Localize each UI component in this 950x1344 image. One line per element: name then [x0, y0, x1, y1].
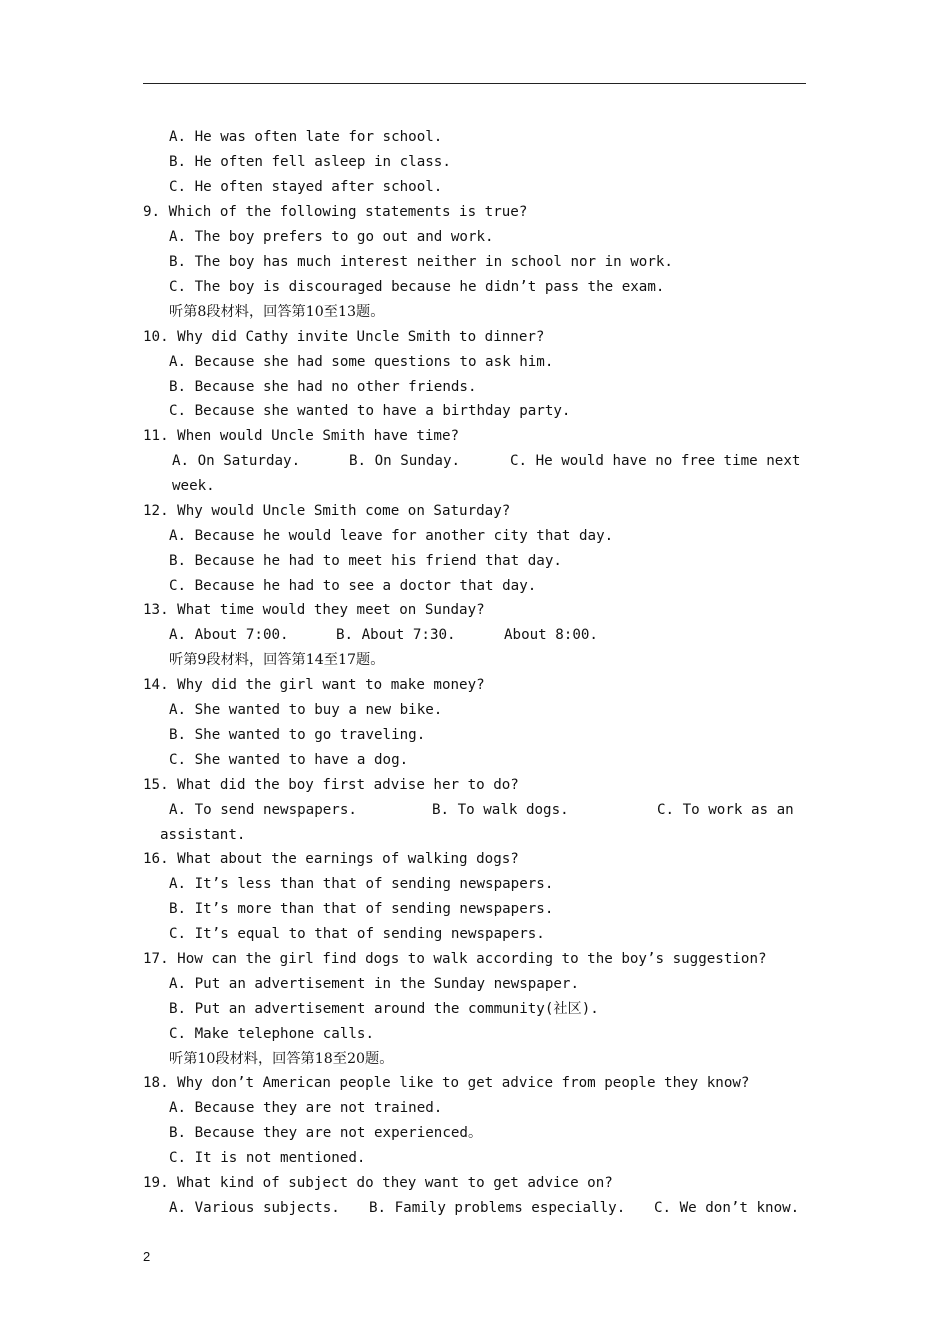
option: C. She wanted to have a dog.: [169, 752, 409, 768]
option: B. It’s more than that of sending newspapers.: [169, 901, 554, 917]
option: C. He would have no free time next: [510, 453, 801, 469]
question: 13. What time would they meet on Sunday?: [143, 602, 485, 618]
option: B. About 7:30.: [336, 627, 456, 643]
option: C. Because she wanted to have a birthday party.: [169, 403, 571, 419]
option: C. It’s equal to that of sending newspapers.: [169, 926, 545, 942]
option: C. The boy is discouraged because he didn’t pass the exam.: [169, 279, 665, 295]
option: B. Because they are not experienced。: [169, 1125, 483, 1141]
option: A. On Saturday.: [172, 453, 301, 469]
question: 9. Which of the following statements is true?: [143, 204, 528, 220]
option: C. Because he had to see a doctor that day.: [169, 578, 537, 594]
option: C. We don’t know.: [654, 1200, 800, 1216]
question: 19. What kind of subject do they want to get advice on?: [143, 1175, 613, 1191]
option: B. Put an advertisement around the community(社区).: [169, 1001, 599, 1017]
option: A. Because she had some questions to ask him.: [169, 354, 554, 370]
option: A. It’s less than that of sending newspapers.: [169, 876, 554, 892]
question: 11. When would Uncle Smith have time?: [143, 428, 460, 444]
header-rule: [143, 83, 806, 84]
question: 16. What about the earnings of walking dogs?: [143, 851, 519, 867]
option: B. Because she had no other friends.: [169, 379, 477, 395]
section-instruction: 听第9段材料，回答第14至17题。: [169, 652, 385, 668]
section-instruction: 听第8段材料，回答第10至13题。: [169, 304, 385, 320]
option: B. He often fell asleep in class.: [169, 154, 451, 170]
option: A. To send newspapers.: [169, 802, 357, 818]
page-number: 2: [143, 1249, 151, 1264]
option: A. Because he would leave for another city that day.: [169, 528, 614, 544]
option-continuation: assistant.: [160, 827, 246, 843]
question: 17. How can the girl find dogs to walk according to the boy’s suggestion?: [143, 951, 767, 967]
option: B. Family problems especially.: [369, 1200, 626, 1216]
option: A. She wanted to buy a new bike.: [169, 702, 443, 718]
option: A. About 7:00.: [169, 627, 289, 643]
option: B. The boy has much interest neither in school nor in work.: [169, 254, 673, 270]
question: 18. Why don’t American people like to get advice from people they know?: [143, 1075, 750, 1091]
option: B. On Sunday.: [349, 453, 461, 469]
option: A. He was often late for school.: [169, 129, 443, 145]
option: B. She wanted to go traveling.: [169, 727, 426, 743]
section-instruction: 听第10段材料，回答第18至20题。: [169, 1051, 394, 1067]
option: B. To walk dogs.: [432, 802, 569, 818]
option: About 8:00.: [504, 627, 598, 643]
option: C. He often stayed after school.: [169, 179, 443, 195]
option: A. Because they are not trained.: [169, 1100, 443, 1116]
option-continuation: week.: [172, 478, 215, 494]
option: A. The boy prefers to go out and work.: [169, 229, 494, 245]
question: 10. Why did Cathy invite Uncle Smith to dinner?: [143, 329, 545, 345]
option: C. It is not mentioned.: [169, 1150, 366, 1166]
option: B. Because he had to meet his friend that day.: [169, 553, 562, 569]
option: C. Make telephone calls.: [169, 1026, 374, 1042]
question: 12. Why would Uncle Smith come on Saturday?: [143, 503, 511, 519]
question: 14. Why did the girl want to make money?: [143, 677, 485, 693]
option: C. To work as an: [657, 802, 794, 818]
option: A. Put an advertisement in the Sunday newspaper.: [169, 976, 579, 992]
question: 15. What did the boy first advise her to do?: [143, 777, 519, 793]
option: A. Various subjects.: [169, 1200, 340, 1216]
